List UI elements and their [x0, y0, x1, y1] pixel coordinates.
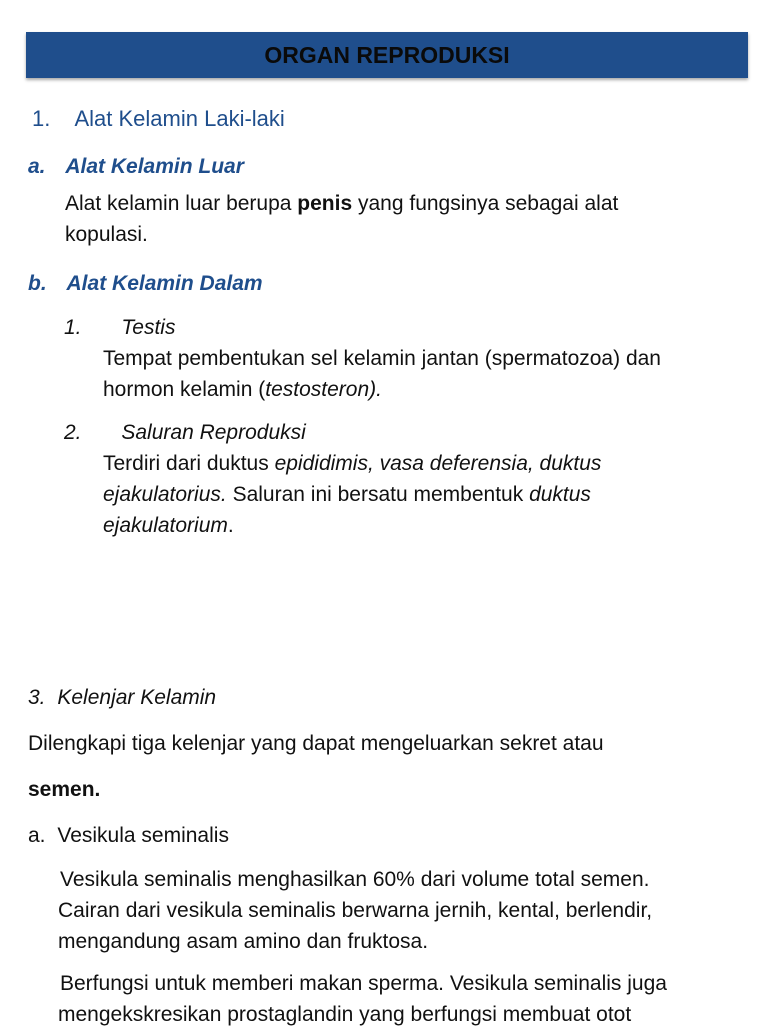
section-1-label: Alat Kelamin Laki-laki — [74, 106, 285, 131]
testis-heading — [64, 312, 175, 343]
kelenjar-intro: Dilengkapi tiga kelenjar yang dapat mengeluarkan sekret atau — [28, 732, 604, 755]
vesikula-heading — [28, 820, 229, 851]
testis-number: 1. — [64, 316, 82, 339]
sub-a-text-post: yang fungsinya sebagai alat — [352, 192, 619, 215]
sub-a-text — [65, 188, 618, 250]
saluran-line-2 — [103, 479, 601, 510]
saluran-line-2-ital2: duktus — [529, 483, 591, 506]
vesikula-p2-line-2: mengekskresikan prostaglandin yang berfungsi membuat otot — [58, 1003, 632, 1026]
sub-a-line-2: kopulasi. — [65, 223, 148, 246]
vesikula-p1-line-3: mengandung asam amino dan fruktosa. — [58, 930, 429, 953]
sub-b-label: Alat Kelamin Dalam — [66, 272, 263, 295]
saluran-text — [103, 448, 601, 541]
testis-line-2 — [103, 374, 661, 405]
sub-a-letter: a. — [28, 155, 46, 178]
sub-a-heading — [28, 155, 244, 179]
testis-line-2-pre: hormon kelamin ( — [103, 378, 266, 401]
saluran-line-1-pre: Terdiri dari duktus — [103, 452, 275, 475]
vesikula-p2-line-1: Berfungsi untuk memberi makan sperma. Vesikula seminalis juga — [60, 972, 667, 995]
saluran-line-1 — [103, 448, 601, 479]
kelenjar-label: Kelenjar Kelamin — [57, 686, 217, 709]
testis-line-1: Tempat pembentukan sel kelamin jantan (spermatozoa) dan — [103, 347, 661, 370]
saluran-line-3 — [103, 510, 601, 541]
sub-a-label: Alat Kelamin Luar — [65, 155, 244, 178]
sub-b-heading — [28, 272, 263, 296]
saluran-line-1-ital: epididimis, vasa deferensia, duktus — [274, 452, 602, 475]
section-1-heading — [32, 106, 285, 132]
saluran-label: Saluran Reproduksi — [121, 421, 306, 444]
kelenjar-intro-bold — [28, 774, 100, 805]
saluran-number: 2. — [64, 421, 82, 444]
vesikula-paragraph-1 — [58, 864, 652, 957]
saluran-line-3-ital: ejakulatorium — [103, 514, 228, 537]
sub-a-text-bold: penis — [297, 192, 353, 215]
vesikula-letter: a. — [28, 824, 46, 847]
kelenjar-number: 3. — [28, 686, 46, 709]
vesikula-label: Vesikula seminalis — [57, 824, 229, 847]
vesikula-p1-line-2: Cairan dari vesikula seminalis berwarna jernih, kental, berlendir, — [58, 899, 653, 922]
vesikula-paragraph-2 — [58, 968, 667, 1030]
testis-label: Testis — [121, 316, 176, 339]
semen-bold: semen. — [28, 778, 101, 801]
title-bar — [26, 32, 748, 78]
testis-line-2-ital: testosteron). — [265, 378, 382, 401]
kelenjar-heading — [28, 682, 216, 713]
sub-b-letter: b. — [28, 272, 47, 295]
sub-a-text-pre: Alat kelamin luar berupa — [65, 192, 298, 215]
sub-a-line-1 — [65, 188, 618, 219]
saluran-line-2-post: Saluran ini bersatu membentuk — [226, 483, 530, 506]
section-1-number: 1. — [32, 106, 51, 131]
testis-text — [103, 343, 661, 405]
saluran-heading — [64, 417, 306, 448]
vesikula-p1-line-1: Vesikula seminalis menghasilkan 60% dari volume total semen. — [60, 868, 650, 891]
saluran-line-2-ital: ejakulatorius. — [103, 483, 227, 506]
page-title: ORGAN REPRODUKSI — [264, 41, 510, 68]
saluran-line-3-post: . — [227, 514, 234, 537]
